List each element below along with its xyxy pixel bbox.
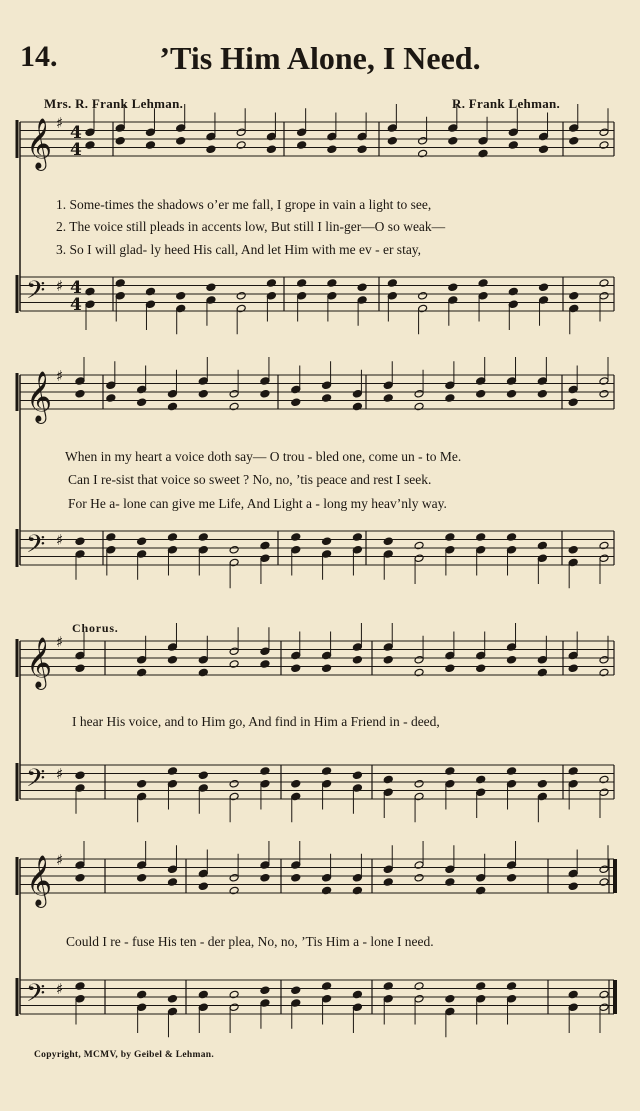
note-head (229, 1003, 239, 1012)
time-signature: 4 (70, 140, 82, 160)
note-head (476, 873, 486, 882)
note-head (291, 398, 301, 407)
note-head (145, 300, 155, 309)
note-head (260, 986, 270, 995)
note-head (106, 545, 116, 554)
bass-clef: 𝄢 (26, 979, 46, 1014)
note-head (198, 655, 208, 664)
note-head (322, 381, 332, 390)
verse-1-line-1: 1. Some-times the shadows o’er me fall, I grope in vain a light to see, (56, 197, 432, 212)
key-signature-sharp: ♯ (56, 277, 64, 295)
note-head (445, 865, 455, 874)
verse-1-line-2: When in my heart a voice doth say— O trou - bled one, come un - to Me. (65, 449, 462, 464)
note-head (266, 291, 276, 300)
note-head (448, 136, 458, 145)
note-head (85, 300, 95, 309)
note-head (414, 994, 424, 1003)
bass-clef: 𝄢 (26, 764, 46, 799)
note-head (507, 873, 517, 882)
note-head (167, 865, 177, 874)
note-head (445, 779, 455, 788)
note-head (75, 389, 85, 398)
note-head (291, 779, 301, 788)
note-head (198, 771, 208, 780)
note-head (229, 873, 239, 882)
time-signature: 4 (70, 295, 82, 315)
note-head (236, 291, 246, 300)
verse-2-line-2: Can I re-sist that voice so sweet ? No, no, ’tis peace and rest I seek. (68, 472, 432, 487)
note-head (260, 647, 270, 656)
note-head (229, 389, 239, 398)
key-signature-sharp: ♯ (56, 633, 64, 651)
music-credit: R. Frank Lehman. (452, 96, 561, 111)
note-head (357, 283, 367, 292)
note-head (229, 779, 239, 788)
note-head (322, 664, 332, 673)
note-head (507, 994, 517, 1003)
time-signature: 4 (70, 278, 82, 298)
note-head (75, 994, 85, 1003)
bass-clef: 𝄢 (26, 530, 46, 565)
note-head (167, 994, 177, 1003)
note-head (198, 1003, 208, 1012)
note-head (599, 655, 609, 664)
note-head (569, 136, 579, 145)
treble-clef: 𝄞 (26, 855, 53, 906)
note-head (383, 381, 393, 390)
note-head (322, 779, 332, 788)
chorus-label: Chorus. (72, 621, 119, 635)
note-head (599, 554, 609, 563)
note-head (448, 283, 458, 292)
note-head (387, 136, 397, 145)
note-head (291, 545, 301, 554)
note-head (137, 1003, 147, 1012)
note-head (445, 381, 455, 390)
note-head (599, 128, 609, 137)
note-head (568, 1003, 578, 1012)
note-head (260, 554, 270, 563)
note-head (229, 647, 239, 656)
note-head (357, 145, 367, 154)
note-head (383, 537, 393, 546)
note-head (198, 545, 208, 554)
note-head (508, 128, 518, 137)
hymn-title: ’Tis Him Alone, I Need. (159, 40, 481, 76)
note-head (383, 788, 393, 797)
note-head (137, 873, 147, 882)
treble-clef: 𝄞 (26, 118, 53, 169)
treble-clef: 𝄞 (26, 371, 53, 422)
note-head (599, 389, 609, 398)
note-head (568, 882, 578, 891)
note-head (260, 779, 270, 788)
chorus-line-1: I hear His voice, and to Him go, And find in Him a Friend in - deed, (72, 714, 440, 729)
note-head (198, 389, 208, 398)
time-signature: 4 (70, 123, 82, 143)
note-head (445, 994, 455, 1003)
key-signature-sharp: ♯ (56, 851, 64, 869)
note-head (568, 664, 578, 673)
note-head (137, 655, 147, 664)
note-head (75, 771, 85, 780)
note-head (260, 873, 270, 882)
note-head (537, 554, 547, 563)
key-signature-sharp: ♯ (56, 980, 64, 998)
note-head (478, 291, 488, 300)
note-head (476, 788, 486, 797)
note-head (176, 136, 186, 145)
note-head (599, 788, 609, 797)
note-head (418, 291, 428, 300)
note-head (322, 873, 332, 882)
key-signature-sharp: ♯ (56, 114, 64, 132)
words-credit: Mrs. R. Frank Lehman. (44, 96, 184, 111)
note-head (137, 779, 147, 788)
note-head (568, 779, 578, 788)
note-head (137, 537, 147, 546)
note-head (445, 664, 455, 673)
note-head (568, 545, 578, 554)
note-head (507, 545, 517, 554)
note-head (236, 128, 246, 137)
note-head (176, 291, 186, 300)
note-head (414, 389, 424, 398)
note-head (206, 283, 216, 292)
note-head (206, 145, 216, 154)
note-head (75, 873, 85, 882)
note-head (478, 136, 488, 145)
note-head (476, 545, 486, 554)
note-head (476, 664, 486, 673)
note-head (383, 655, 393, 664)
chorus-line-2: Could I re - fuse His ten - der plea, No, no, ’Tis Him a - lone I need. (66, 934, 434, 949)
note-head (599, 291, 609, 300)
key-signature-sharp: ♯ (56, 765, 64, 783)
note-head (387, 291, 397, 300)
treble-clef: 𝄞 (26, 637, 53, 688)
note-head (291, 873, 301, 882)
note-head (508, 300, 518, 309)
note-head (537, 779, 547, 788)
note-head (115, 291, 125, 300)
note-head (75, 537, 85, 546)
note-head (297, 291, 307, 300)
note-head (229, 545, 239, 554)
note-head (414, 655, 424, 664)
note-head (115, 136, 125, 145)
note-head (352, 1003, 362, 1012)
note-head (383, 865, 393, 874)
copyright-notice: Copyright, MCMV, by Geibel & Lehman. (34, 1050, 215, 1060)
note-head (260, 389, 270, 398)
note-head (568, 398, 578, 407)
note-head (85, 128, 95, 137)
note-head (322, 537, 332, 546)
note-head (352, 545, 362, 554)
note-head (352, 771, 362, 780)
note-head (198, 882, 208, 891)
note-head (476, 389, 486, 398)
note-head (327, 291, 337, 300)
note-head (266, 145, 276, 154)
note-head (507, 389, 517, 398)
note-head (445, 545, 455, 554)
note-head (106, 381, 116, 390)
note-head (167, 545, 177, 554)
note-head (167, 389, 177, 398)
note-head (539, 145, 549, 154)
note-head (599, 1003, 609, 1012)
verse-3-line-2: For He a- lone can give me Life, And Light a - long my heav’nly way. (68, 496, 447, 511)
note-head (537, 389, 547, 398)
note-head (507, 779, 517, 788)
note-head (352, 389, 362, 398)
note-head (414, 779, 424, 788)
bass-clef: 𝄢 (26, 276, 46, 311)
hymn-number: 14. (20, 40, 58, 73)
note-head (145, 128, 155, 137)
note-head (507, 655, 517, 664)
note-head (327, 145, 337, 154)
note-head (291, 664, 301, 673)
note-head (537, 655, 547, 664)
note-head (322, 994, 332, 1003)
note-head (291, 986, 301, 995)
verse-3-line-1: 3. So I will glad- ly heed His call, And let Him with me ev - er stay, (56, 242, 422, 257)
note-head (352, 655, 362, 664)
note-head (167, 779, 177, 788)
note-head (75, 664, 85, 673)
key-signature-sharp: ♯ (56, 531, 64, 549)
verse-2-line-1: 2. The voice still pleads in accents low, But still I lin-ger—O so weak— (56, 219, 446, 234)
note-head (414, 873, 424, 882)
note-head (599, 865, 609, 874)
note-head (418, 136, 428, 145)
note-head (297, 128, 307, 137)
note-head (476, 994, 486, 1003)
note-head (352, 873, 362, 882)
note-head (414, 554, 424, 563)
key-signature-sharp: ♯ (56, 367, 64, 385)
note-head (569, 291, 579, 300)
note-head (167, 655, 177, 664)
note-head (137, 398, 147, 407)
note-head (383, 994, 393, 1003)
note-head (539, 283, 549, 292)
